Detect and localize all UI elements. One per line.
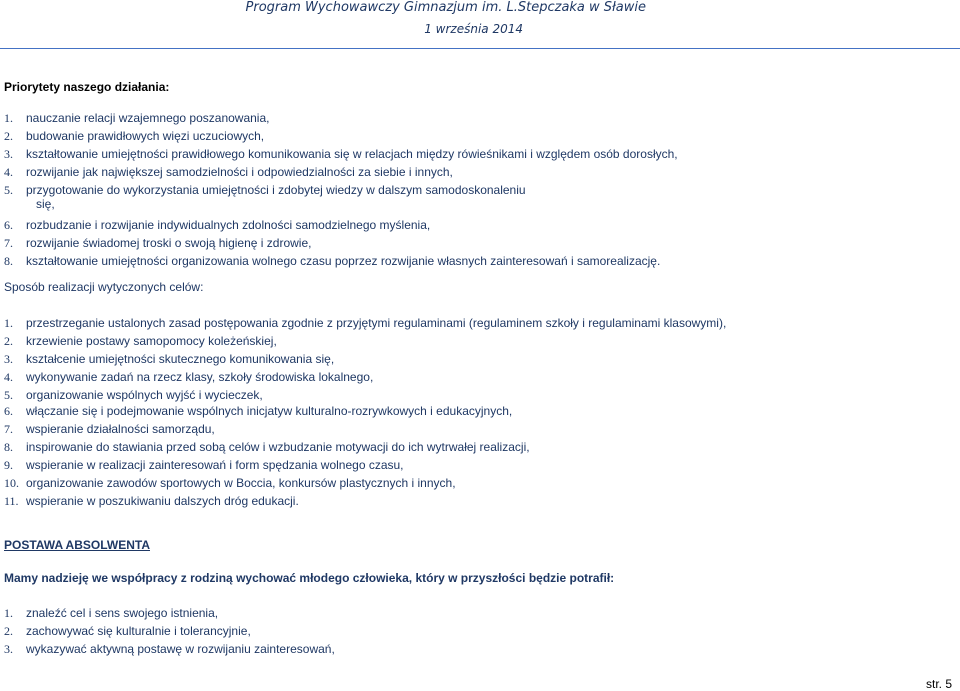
header-divider [0, 48, 960, 49]
list-item-number: 9. [4, 458, 13, 472]
list-item-number: 6. [4, 404, 13, 418]
header-date: 1 września 2014 [424, 22, 523, 36]
list-item-number: 5. [4, 183, 13, 197]
list-item [0, 216, 660, 234]
list-item-text: organizowanie zawodów sportowych w Boccia, konkursów plastycznych i innych, [26, 476, 456, 490]
list-item-number: 8. [4, 440, 13, 454]
priorities-list [0, 109, 678, 199]
list-item [0, 456, 530, 474]
list-item [0, 127, 678, 145]
list-item-text: kształtowanie umiejętności prawidłowego komunikowania się w relacjach między rówieśnikami i względem osób dorosłych, [26, 147, 678, 161]
list-item-number: 8. [4, 254, 13, 268]
list-item-number: 4. [4, 165, 13, 179]
list-item [0, 622, 335, 640]
list-item-number: 10. [4, 476, 19, 490]
list-item-text: zachowywać się kulturalnie i tolerancyjnie, [26, 624, 251, 638]
list-item-text: inspirowanie do stawiania przed sobą celów i wzbudzanie motywacji do ich wytrwałej realizacji, [26, 440, 530, 454]
list-item-continuation: się, [36, 197, 55, 211]
list-item-text: wspieranie w realizacji zainteresowań i form spędzania wolnego czasu, [26, 458, 404, 472]
list-item-number: 7. [4, 236, 13, 250]
list-item-number: 3. [4, 642, 13, 656]
list-item-text: kształcenie umiejętności skutecznego komunikowania się, [26, 352, 335, 366]
list-item-number: 1. [4, 316, 13, 330]
list-item-number: 7. [4, 422, 13, 436]
priorities-heading: Priorytety naszego działania: [4, 80, 170, 94]
list-item-number: 5. [4, 388, 13, 402]
priorities-list-continued [0, 216, 660, 270]
list-item-number: 4. [4, 370, 13, 384]
list-item [0, 109, 678, 127]
page-number: str. 5 [925, 677, 952, 691]
list-item [0, 332, 726, 350]
graduate-heading: POSTAWA ABSOLWENTA [4, 538, 150, 552]
methods-heading: Sposób realizacji wytyczonych celów: [4, 280, 204, 294]
list-item-text: budowanie prawidłowych więzi uczuciowych, [26, 129, 265, 143]
list-item-text: znaleźć cel i sens swojego istnienia, [26, 606, 219, 620]
list-item-text: wspieranie działalności samorządu, [26, 422, 215, 436]
list-item-number: 2. [4, 334, 13, 348]
methods-list [0, 314, 726, 404]
list-item [0, 181, 678, 199]
list-item [0, 368, 726, 386]
list-item-text: przestrzeganie ustalonych zasad postępowania zgodnie z przyjętymi regulaminami (regulaminem szkoły i regulaminami klasowymi), [26, 316, 727, 330]
list-item-number: 2. [4, 624, 13, 638]
list-item-text: wspieranie w poszukiwaniu dalszych dróg edukacji. [26, 494, 299, 508]
list-item [0, 474, 530, 492]
header-title: Program Wychowawczy Gimnazjum im. L.Stepczaka w Sławie [245, 0, 646, 15]
list-item-text: włączanie się i podejmowanie wspólnych inicjatyw kulturalno-rozrywkowych i edukacyjnych, [26, 404, 513, 418]
list-item-text: rozwijanie jak największej samodzielności i odpowiedzialności za siebie i innych, [26, 165, 453, 179]
list-item [0, 402, 530, 420]
list-item-text: krzewienie postawy samopomocy koleżeńskiej, [26, 334, 277, 348]
list-item-number: 3. [4, 147, 13, 161]
list-item [0, 492, 530, 510]
list-item-text: wykonywanie zadań na rzecz klasy, szkoły środowiska lokalnego, [26, 370, 374, 384]
list-item-text: rozwijanie świadomej troski o swoją higienę i zdrowie, [26, 236, 312, 250]
list-item-text: przygotowanie do wykorzystania umiejętności i zdobytej wiedzy w dalszym samodoskonaleniu [26, 183, 526, 197]
list-item-number: 2. [4, 129, 13, 143]
list-item-text: organizowanie wspólnych wyjść i wycieczek, [26, 388, 263, 402]
list-item [0, 420, 530, 438]
list-item [0, 145, 678, 163]
list-item [0, 350, 726, 368]
list-item-number: 11. [4, 494, 19, 508]
list-item-text: kształtowanie umiejętności organizowania wolnego czasu poprzez rozwijanie własnych zainteresowań i samorealizację. [26, 254, 661, 268]
list-item [0, 234, 660, 252]
list-item-text: nauczanie relacji wzajemnego poszanowania, [26, 111, 270, 125]
list-item [0, 163, 678, 181]
list-item [0, 604, 335, 622]
list-item [0, 640, 335, 658]
list-item-number: 6. [4, 218, 13, 232]
list-item-number: 1. [4, 606, 13, 620]
graduate-list [0, 604, 335, 658]
list-item [0, 314, 726, 332]
list-item-number: 3. [4, 352, 13, 366]
list-item-text: rozbudzanie i rozwijanie indywidualnych zdolności samodzielnego myślenia, [26, 218, 431, 232]
methods-list-continued [0, 402, 530, 510]
list-item [0, 438, 530, 456]
list-item [0, 252, 660, 270]
list-item-text: wykazywać aktywną postawę w rozwijaniu zainteresowań, [26, 642, 335, 656]
list-item-number: 1. [4, 111, 13, 125]
graduate-intro: Mamy nadzieję we współpracy z rodziną wychować młodego człowieka, który w przyszłości będzie potrafił: [4, 571, 615, 585]
